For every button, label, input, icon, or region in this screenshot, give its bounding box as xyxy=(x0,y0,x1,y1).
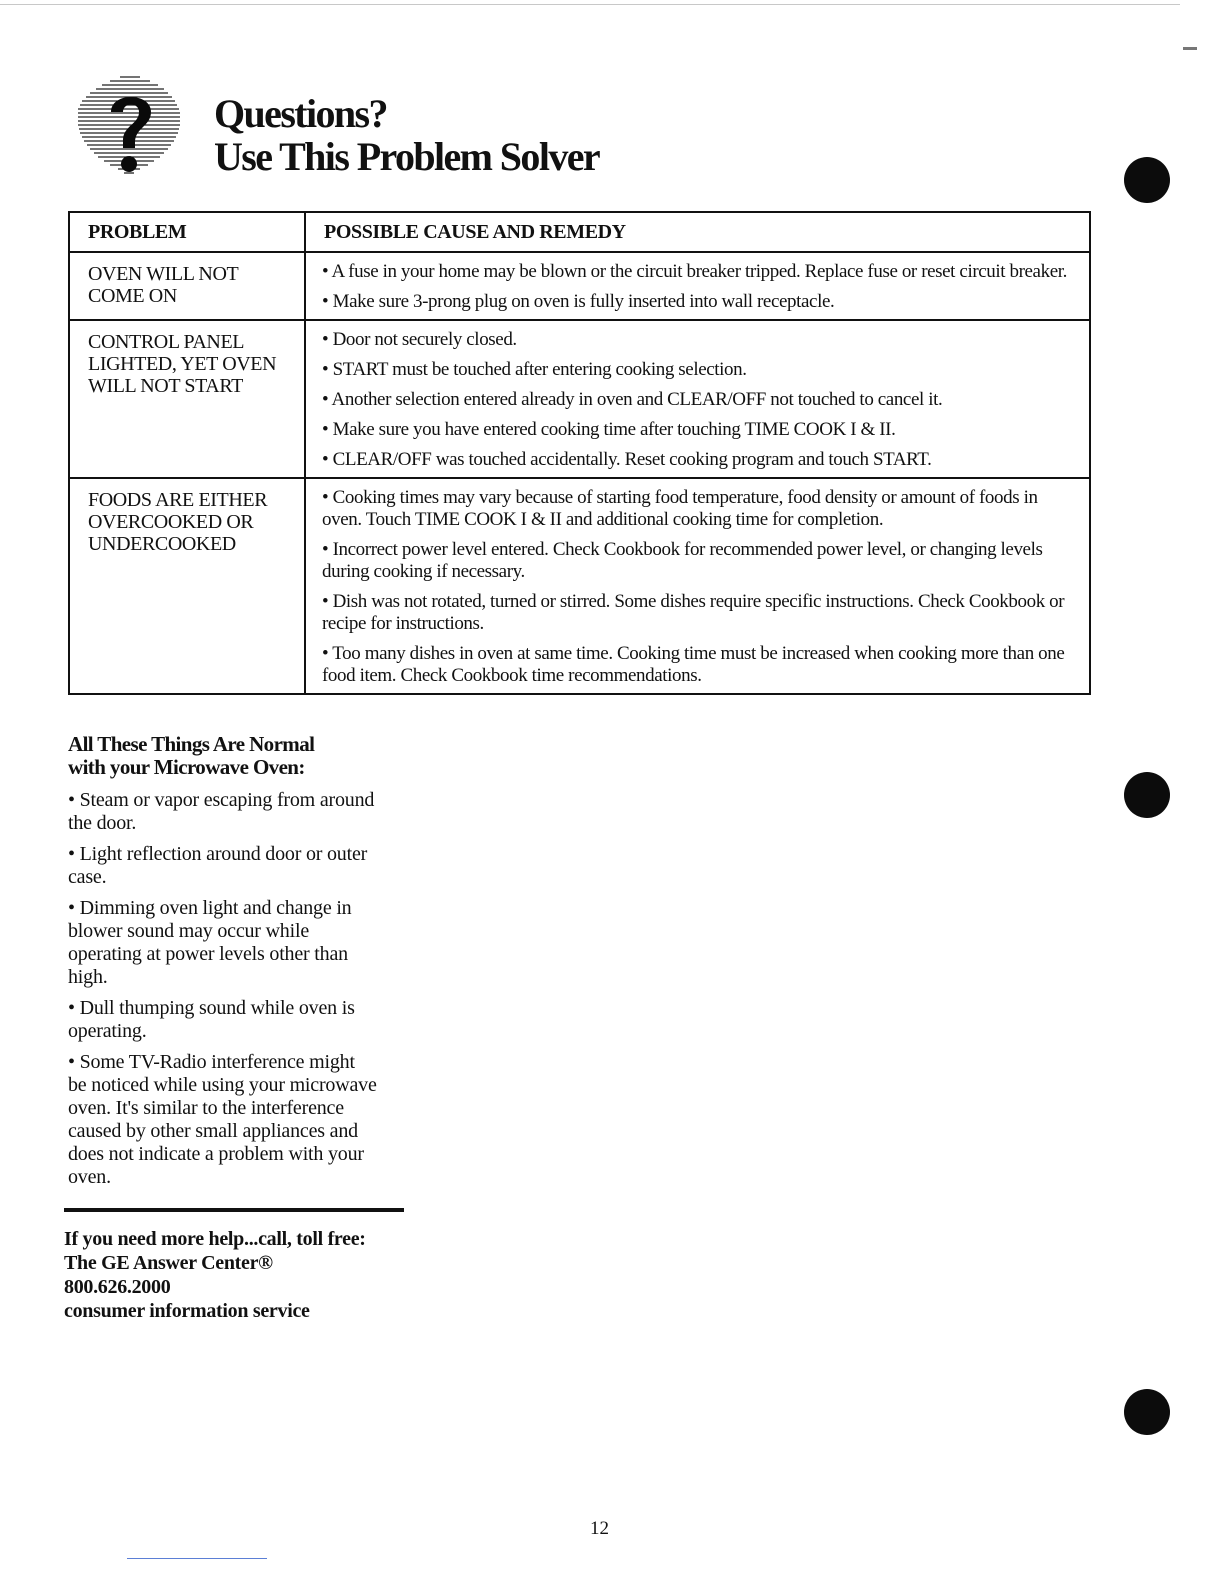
help-line-1: If you need more help...call, toll free: xyxy=(64,1228,366,1250)
remedy-item: • Make sure you have entered cooking time after touching TIME COOK I & II. xyxy=(322,419,896,440)
header-remedy: POSSIBLE CAUSE AND REMEDY xyxy=(305,212,1090,252)
help-line-4: consumer information service xyxy=(64,1300,310,1322)
problem-line: FOODS ARE EITHER xyxy=(88,489,268,511)
normal-heading-line-1: All These Things Are Normal xyxy=(68,732,315,756)
remedy-cell xyxy=(305,478,1090,694)
problem-cell xyxy=(69,478,305,694)
problem-line: OVEN WILL NOT xyxy=(88,263,239,285)
normal-item: • Dimming oven light and change in blower sound may occur while operating at power levels other than high. xyxy=(68,897,352,988)
remedy-item: • A fuse in your home may be blown or the circuit breaker tripped. Replace fuse or reset circuit breaker. xyxy=(322,261,1067,282)
remedy-item: • CLEAR/OFF was touched accidentally. Reset cooking program and touch START. xyxy=(322,449,932,470)
table-row xyxy=(69,320,1090,478)
binder-hole-middle xyxy=(1124,772,1170,818)
corner-mark xyxy=(1183,47,1197,50)
normal-heading xyxy=(68,733,378,779)
help-contact-block xyxy=(64,1227,366,1323)
table-row xyxy=(69,252,1090,320)
problem-line: LIGHTED, YET OVEN xyxy=(88,353,277,375)
remedy-item: • Door not securely closed. xyxy=(322,329,517,350)
help-line-2: The GE Answer Center® xyxy=(64,1252,273,1274)
remedy-item: • Another selection entered already in oven and CLEAR/OFF not touched to cancel it. xyxy=(322,389,943,410)
problem-line: CONTROL PANEL xyxy=(88,331,245,353)
remedy-item: • Dish was not rotated, turned or stirred. Some dishes require specific instructions. Check Cookbook or recipe for instructions. xyxy=(322,591,1065,634)
normal-item: • Some TV-Radio interference might be noticed while using your microwave oven. It's similar to the interference caused by other small appliances and does not indicate a problem with your oven. xyxy=(68,1051,377,1188)
remedy-cell xyxy=(305,252,1090,320)
page-number: 12 xyxy=(590,1518,609,1539)
remedy-cell xyxy=(305,320,1090,478)
problem-cell xyxy=(69,320,305,478)
problem-line: WILL NOT START xyxy=(88,375,243,397)
problem-line: OVERCOOKED OR xyxy=(88,511,254,533)
problem-line: COME ON xyxy=(88,285,177,307)
problem-cell xyxy=(69,252,305,320)
top-scan-line xyxy=(0,4,1180,5)
remedy-item: • Make sure 3-prong plug on oven is fully inserted into wall receptacle. xyxy=(322,291,835,312)
title-line-2: Use This Problem Solver xyxy=(214,134,600,179)
header-problem: PROBLEM xyxy=(69,212,305,252)
normal-item: • Steam or vapor escaping from around the door. xyxy=(68,789,375,834)
page-title xyxy=(214,92,599,178)
table-row xyxy=(69,478,1090,694)
normal-item: • Dull thumping sound while oven is operating. xyxy=(68,997,355,1042)
question-mark-icon xyxy=(78,74,182,186)
title-line-1: Questions? xyxy=(214,91,387,136)
remedy-item: • Cooking times may vary because of starting food temperature, food density or amount of foods in oven. Touch TIME COOK I & II and additional cooking time for completion. xyxy=(322,487,1038,530)
binder-hole-top xyxy=(1124,157,1170,203)
normal-item: • Light reflection around door or outer case. xyxy=(68,843,368,888)
problem-line: UNDERCOOKED xyxy=(88,533,236,555)
problem-solver-table xyxy=(68,211,1091,695)
normal-things-section xyxy=(68,733,378,1197)
remedy-item: • Incorrect power level entered. Check Cookbook for recommended power level, or changing levels during cooking if necessary. xyxy=(322,539,1043,582)
normal-heading-line-2: with your Microwave Oven: xyxy=(68,755,305,779)
table-header-row xyxy=(69,212,1090,252)
binder-hole-bottom xyxy=(1124,1389,1170,1435)
remedy-item: • START must be touched after entering cooking selection. xyxy=(322,359,747,380)
remedy-item: • Too many dishes in oven at same time. Cooking time must be increased when cooking more than one food item. Check Cookbook time recommendations. xyxy=(322,643,1065,686)
bottom-scan-line xyxy=(127,1558,267,1559)
section-divider xyxy=(64,1208,404,1212)
help-phone-number: 800.626.2000 xyxy=(64,1276,171,1298)
